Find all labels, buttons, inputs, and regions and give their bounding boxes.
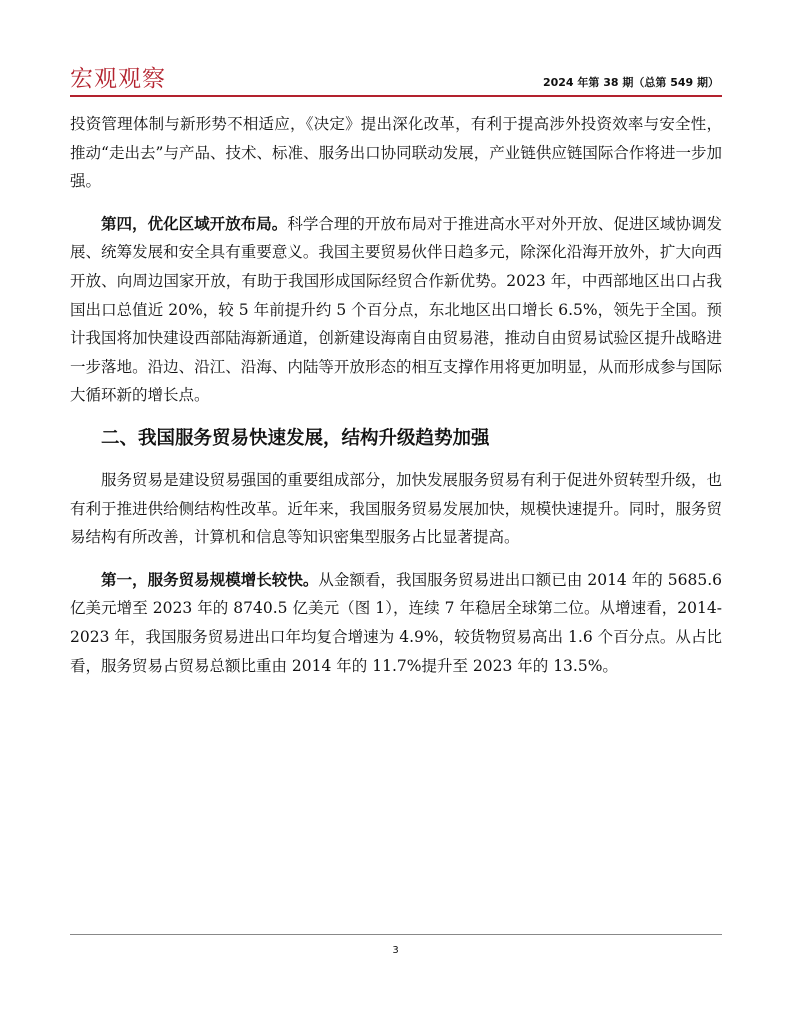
section-heading: 二、我国服务贸易快速发展，结构升级趋势加强: [101, 427, 490, 449]
article-body: [70, 110, 722, 694]
issue-number: 2024 年第 38 期（总第 549 期）: [542, 76, 719, 89]
paragraph-regional-opening: [70, 210, 722, 410]
paragraph-lead: 第一，服务贸易规模增长较快。: [101, 570, 319, 589]
paragraph-body: 科学合理的开放布局对于推进高水平对外开放、促进区域协调发展、统筹发展和安全具有重要意义。我国主要贸易伙伴日趋多元，除深化沿海开放外，扩大向西开放、向周边国家开放，有助于我国形成国际经贸合作新优势。2023 年，中西部地区出口占我国出口总值近 20%，较 5 年前提升约 5 个百分点，东北地区出口增长 6.5%，领先于全国。预计我国将加快建设西部陆海新通道，创新建设海南自由贸易港，推动自由贸易试验区提升战略进一步落地。沿边、沿江、沿海、内陆等开放形态的相互支撑作用将更加明显，从而形成参与国际大循环新的增长点。: [70, 214, 722, 405]
paragraph-lead: 第四，优化区域开放布局。: [101, 214, 288, 233]
header-divider: [70, 95, 722, 97]
paragraph-continued: 投资管理体制与新形势不相适应，《决定》提出深化改革，有利于提高涉外投资效率与安全性，推动“走出去”与产品、技术、标准、服务出口协同联动发展，产业链供应链国际合作将进一步加强。: [70, 115, 722, 191]
page-number: 3: [392, 945, 399, 956]
paragraph-body: 从金额看，我国服务贸易进出口额已由 2014 年的 5685.6 亿美元增至 2023 年的 8740.5 亿美元（图 1），连续 7 年稳居全球第二位。从增速看，2014-2023 年，我国服务贸易进出口年均复合增速为 4.9%，较货物贸易高出 1.6 个百分点。从占比看，服务贸易占贸易总额比重由 2014 年的 11.7%提升至 2023 年的 13.5%。: [70, 570, 722, 675]
paragraph-service-trade-intro: 服务贸易是建设贸易强国的重要组成部分，加快发展服务贸易有利于促进外贸转型升级，也有利于推进供给侧结构性改革。近年来，我国服务贸易发展加快，规模快速提升。同时，服务贸易结构有所改善，计算机和信息等知识密集型服务占比显著提高。: [70, 470, 722, 547]
footer-divider: [70, 934, 722, 935]
paragraph-service-trade-scale: [70, 566, 722, 680]
publication-title: 宏观观察: [70, 66, 166, 92]
